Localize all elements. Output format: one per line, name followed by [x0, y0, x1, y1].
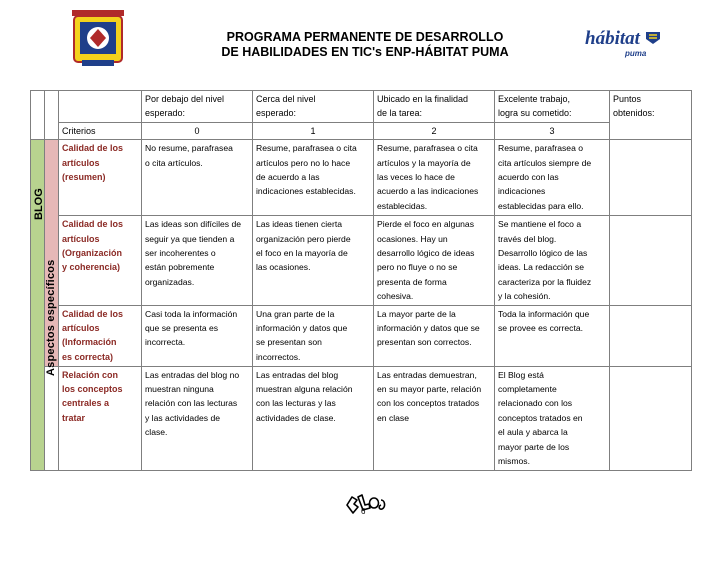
cell-line: Resume, parafrasea o [498, 143, 584, 154]
criterion-line: y coherencia) [62, 262, 121, 273]
page-title [190, 30, 540, 60]
cell-line: de acuerdo a las [256, 172, 320, 183]
cell-line: desarrollo lógico de ideas [377, 248, 475, 259]
puntos-line1: Puntos [613, 94, 642, 104]
cell-line: Las ideas son difíciles de [145, 219, 242, 230]
table-row [31, 216, 692, 305]
cell-line: Las entradas del blog no [145, 369, 240, 380]
rubric-cell [253, 216, 374, 305]
cell-line: el aula y abarca la [498, 427, 568, 438]
points-cell[interactable] [610, 140, 692, 216]
cell-line: acuerdo con las [498, 172, 559, 183]
level-0-score-value: 0 [194, 125, 200, 136]
level-2-label-line2: de la tarea: [377, 108, 423, 119]
rubric-cell [495, 216, 610, 305]
criterion-line: (Información [62, 337, 117, 348]
rubric-cell [374, 366, 495, 470]
rubric-cell [495, 140, 610, 216]
cell-line: mismos. [498, 456, 530, 467]
level-1-score [253, 122, 374, 139]
cell-line: información y datos que se [377, 323, 480, 334]
level-1-label-line1: Cerca del nivel [256, 94, 316, 104]
rubric-cell [253, 305, 374, 366]
criterion-cell [59, 216, 142, 305]
aspectos-vertical-label: Aspectos específicos [45, 259, 57, 377]
header-row-scores [31, 122, 692, 139]
habitat-logo-text: hábitat [585, 28, 640, 49]
blank-corner-cell [45, 91, 59, 140]
points-cell[interactable] [610, 305, 692, 366]
page-number: 6 [361, 507, 366, 516]
criterion-cell [59, 366, 142, 470]
cell-line: las ocasiones. [256, 262, 311, 273]
level-3-label [495, 91, 610, 123]
cell-line: las veces lo hace de [377, 172, 455, 183]
puntos-header [610, 91, 692, 140]
criterion-line: artículos [62, 323, 100, 334]
level-3-label-line2: logra su cometido: [498, 108, 572, 119]
level-0-score [142, 122, 253, 139]
cell-line: mayor parte de los [498, 441, 570, 452]
blog-vertical-label: BLOG [33, 188, 45, 221]
cell-line: Toda la información que [498, 308, 590, 319]
level-3-score-value: 3 [549, 125, 555, 136]
cell-line: presentan son correctos. [377, 337, 472, 348]
header-row-labels [31, 91, 692, 123]
cell-line: o cita artículos. [145, 157, 203, 168]
points-cell[interactable] [610, 216, 692, 305]
cell-line: indicaciones establecidas. [256, 186, 356, 197]
cell-line: establecidas para ello. [498, 200, 584, 211]
cell-line: completamente [498, 384, 557, 395]
criterion-line: es correcta) [62, 351, 114, 362]
blog-band [31, 140, 45, 470]
rubric-cell [374, 140, 495, 216]
criterion-line: tratar [62, 412, 86, 423]
cell-line: ser incoherentes o [145, 248, 216, 259]
level-3-label-line1: Excelente trabajo, [498, 94, 571, 104]
cell-line: Casi toda la información [145, 308, 238, 319]
cell-line: No resume, parafrasea [145, 143, 233, 154]
cell-line: relacionado con los [498, 398, 573, 409]
criterion-cell [59, 140, 142, 216]
cell-line: Las entradas del blog [256, 369, 339, 380]
cell-line: Una gran parte de la [256, 308, 335, 319]
cell-line: muestran ninguna [145, 384, 214, 395]
rubric-cell [374, 216, 495, 305]
aspectos-band [45, 140, 59, 377]
rubric-cell [142, 366, 253, 470]
criterios-header: Criterios [59, 122, 142, 139]
school-crest-icon [70, 10, 126, 68]
cell-line: con los conceptos tratados [377, 398, 480, 409]
blank-criterion-head [59, 91, 142, 123]
puntos-line2: obtenidos: [613, 108, 655, 119]
rubric-cell [142, 140, 253, 216]
title-line-2: DE HABILIDADES EN TIC's ENP-HÁBITAT PUMA [221, 45, 509, 59]
cell-line: Se mantiene el foco a [498, 219, 582, 230]
blank-band-cell [45, 366, 59, 470]
cell-line: La mayor parte de la [377, 308, 456, 319]
cell-line: se provee es correcta. [498, 323, 584, 334]
cell-line: presenta de forma [377, 276, 447, 287]
criterion-cell [59, 305, 142, 366]
level-1-label [253, 91, 374, 123]
cell-line: Las ideas tienen cierta [256, 219, 342, 230]
cell-line: ideas. La redacción se [498, 262, 584, 273]
cell-line: están pobremente [145, 262, 215, 273]
cell-line: Resume, parafrasea o cita [256, 143, 357, 154]
cell-line: Desarrollo lógico de las [498, 248, 588, 259]
cell-line: el foco en la mayoría de [256, 248, 348, 259]
cell-line: y la cohesión. [498, 291, 551, 302]
level-2-label-line1: Ubicado en la finalidad [377, 94, 469, 104]
table-row [31, 305, 692, 366]
cell-line: indicaciones [498, 186, 546, 197]
level-1-label-line2: esperado: [256, 108, 297, 119]
cell-line: que se presenta es [145, 323, 219, 334]
cell-line: y las actividades de [145, 412, 220, 423]
table-row [31, 366, 692, 470]
cell-line: Pierde el foco en algunas [377, 219, 474, 230]
level-2-label [374, 91, 495, 123]
cell-line: organizadas. [145, 276, 195, 287]
cell-line: organización pero pierde [256, 233, 351, 244]
cell-line: seguir ya que tienden a [145, 233, 235, 244]
cell-line: cita artículos siempre de [498, 157, 592, 168]
habitat-puma-logo [585, 28, 665, 62]
criterion-line: Calidad de los [62, 219, 124, 230]
criterion-line: Relación con [62, 369, 119, 380]
table-row [31, 140, 692, 216]
cell-line: en clase [377, 412, 410, 423]
level-0-label-line1: Por debajo del nivel [145, 94, 225, 104]
cell-line: Resume, parafrasea o cita [377, 143, 478, 154]
criterion-line: Calidad de los [62, 308, 124, 319]
cell-line: través del blog. [498, 233, 557, 244]
cell-line: establecidas. [377, 200, 428, 211]
cell-line: incorrectos. [256, 351, 301, 362]
blank-corner-cell [31, 91, 45, 140]
cell-line: relación con las lecturas [145, 398, 238, 409]
title-line-1: PROGRAMA PERMANENTE DE DESARROLLO [226, 30, 504, 44]
puma-logo-text: puma [625, 49, 647, 58]
unam-shield-icon [645, 31, 661, 45]
cell-line: incorrecta. [145, 337, 186, 348]
level-0-label-line2: esperado: [145, 108, 186, 119]
cell-line: acuerdo a las indicaciones [377, 186, 479, 197]
cell-line: caracteriza por la fluidez [498, 276, 592, 287]
cell-line: información y datos que [256, 323, 348, 334]
cell-line: muestran alguna relación [256, 384, 353, 395]
cell-line: conceptos tratados en [498, 412, 583, 423]
cell-line: El Blog está [498, 369, 544, 380]
criterion-line: artículos [62, 233, 100, 244]
cell-line: en su mayor parte, relación [377, 384, 482, 395]
rubric-cell [495, 366, 610, 470]
level-3-score [495, 122, 610, 139]
rubric-cell [495, 305, 610, 366]
rubric-cell [142, 216, 253, 305]
criterion-line: Calidad de los [62, 143, 124, 154]
rubric-table [30, 90, 692, 471]
cell-line: artículos pero no lo hace [256, 157, 351, 168]
criterion-line: (resumen) [62, 172, 106, 183]
rubric-cell [253, 366, 374, 470]
level-1-score-value: 1 [310, 125, 316, 136]
points-cell[interactable] [610, 366, 692, 470]
rubric-cell [253, 140, 374, 216]
level-0-label [142, 91, 253, 123]
criterion-line: artículos [62, 157, 100, 168]
rubric-cell [374, 305, 495, 366]
cell-line: ocasiones. Hay un [377, 233, 448, 244]
page-header [0, 0, 728, 88]
cell-line: Las entradas demuestran, [377, 369, 477, 380]
rubric-cell [142, 305, 253, 366]
criterion-line: (Organización [62, 248, 123, 259]
cell-line: con las lecturas y las [256, 398, 336, 409]
cell-line: clase. [145, 427, 168, 438]
cell-line: cohesiva. [377, 291, 414, 302]
level-2-score-value: 2 [431, 125, 437, 136]
cell-line: se presentan son [256, 337, 322, 348]
criterion-line: los conceptos [62, 384, 123, 395]
cell-line: artículos y la mayoría de [377, 157, 471, 168]
criterion-line: centrales a [62, 398, 110, 409]
cell-line: pero no fluye o no se [377, 262, 458, 273]
cell-line: actividades de clase. [256, 412, 336, 423]
level-2-score [374, 122, 495, 139]
